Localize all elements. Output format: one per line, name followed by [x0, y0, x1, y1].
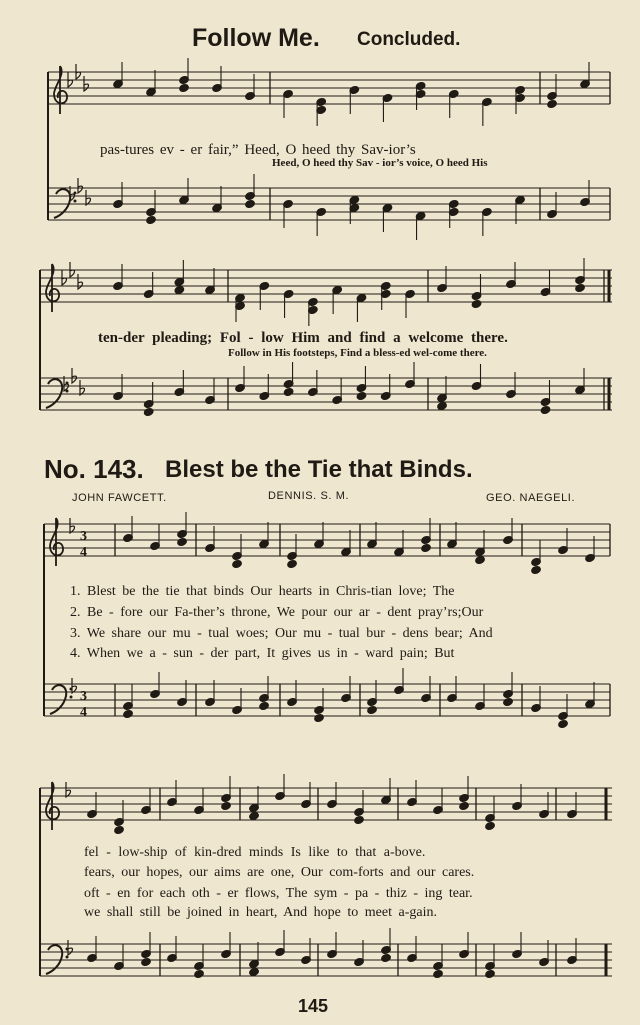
time-sig-bottom: 4 — [80, 545, 87, 560]
hymn-number: No. 143. — [44, 454, 144, 484]
notehead — [503, 697, 513, 706]
notehead — [459, 801, 469, 810]
notehead — [314, 713, 324, 722]
time-sig-top: 3 — [80, 689, 87, 704]
notehead — [381, 953, 391, 962]
notehead — [174, 285, 184, 294]
flat-sign — [66, 782, 71, 797]
notehead — [245, 199, 255, 208]
notehead — [485, 821, 495, 830]
notehead — [146, 215, 156, 224]
treble-clef-icon — [50, 518, 63, 566]
notehead — [485, 969, 495, 978]
flat-sign — [84, 76, 89, 91]
hymn-tune: DENNIS. S. M. — [268, 490, 350, 502]
notehead — [283, 387, 293, 396]
notehead — [475, 555, 485, 564]
treble-clef-icon — [46, 264, 59, 312]
notehead — [433, 969, 443, 978]
notehead — [540, 405, 550, 414]
notehead — [249, 967, 259, 976]
verse-3-line-1: 3. We share our mu - tual woes; Our mu - tual bur - dens bear; And — [70, 626, 493, 641]
flat-sign — [78, 274, 83, 289]
verse-2-line-1: 2. Be - fore our Fa-ther’s throne, We pour our ar - dent pray’rs;Our — [70, 605, 484, 620]
flat-sign — [80, 380, 85, 395]
notehead — [179, 83, 189, 92]
time-sig-top: 3 — [80, 529, 87, 544]
bass-clef-dot — [70, 696, 73, 699]
verse-1-line-1: 1. Blest be the tie that binds Our hearts in Chris-tian love; The — [70, 584, 455, 599]
notehead — [547, 99, 557, 108]
notehead — [471, 299, 481, 308]
hymn-author: JOHN FAWCETT. — [72, 492, 167, 504]
flat-sign — [72, 678, 77, 693]
verse-4-line-2: we shall still be joined in heart, And hope to meet a-gain. — [84, 905, 437, 920]
notehead — [141, 957, 151, 966]
flat-sign — [72, 368, 77, 383]
notehead — [437, 401, 447, 410]
notehead — [356, 391, 366, 400]
continued-title: Follow Me. — [192, 24, 320, 52]
treble-clef-icon — [54, 66, 67, 114]
page-number: 145 — [298, 996, 329, 1016]
hymn-title: Blest be the Tie that Binds. — [165, 456, 473, 483]
time-sig-bottom: 4 — [80, 705, 87, 720]
notehead — [114, 825, 124, 834]
verse-3-line-2: oft - en for each oth - er flows, The sym - pa - thiz - ing tear. — [84, 886, 473, 901]
notehead — [421, 543, 431, 552]
notehead — [123, 709, 133, 718]
follow-me-echo-line2: Follow in His footsteps, Find a bless-ed wel-come there. — [228, 347, 487, 359]
flat-sign — [68, 940, 73, 955]
notehead — [194, 969, 204, 978]
notehead — [177, 537, 187, 546]
notehead — [287, 559, 297, 568]
verse-1-line-2: fel - low-ship of kin-dred minds Is like to that a-bove. — [84, 845, 426, 860]
hymn-composer: GEO. NAEGELI. — [486, 492, 576, 504]
flat-sign — [70, 518, 75, 533]
bass-clef-dot — [66, 956, 69, 959]
notehead — [354, 815, 364, 824]
notehead — [232, 559, 242, 568]
notehead — [259, 701, 269, 710]
continued-subtitle: Concluded. — [357, 29, 461, 50]
notehead — [249, 811, 259, 820]
follow-me-echo-line1: Heed, O heed thy Sav - ior’s voice, O heed His — [272, 157, 488, 169]
flat-sign — [86, 190, 91, 205]
notehead — [143, 407, 153, 416]
notehead — [367, 705, 377, 714]
bass-clef-dot — [74, 200, 77, 203]
notehead — [531, 565, 541, 574]
treble-clef-icon — [46, 782, 59, 830]
verse-2-line-2: fears, our hopes, our aims are one, Our com-forts and our cares. — [84, 865, 475, 880]
flat-sign — [78, 178, 83, 193]
notehead — [575, 283, 585, 292]
follow-me-lyric-line1: pas-tures ev - er fair,” Heed, O heed thy Sav-ior’s — [100, 142, 416, 158]
notehead — [221, 801, 231, 810]
notehead — [558, 719, 568, 728]
follow-me-lyric-line2: ten-der pleading; Fol - low Him and find a welcome there. — [98, 330, 508, 346]
verse-4-line-1: 4. When we a - sun - der part, It gives us in - ward pain; But — [70, 646, 455, 661]
